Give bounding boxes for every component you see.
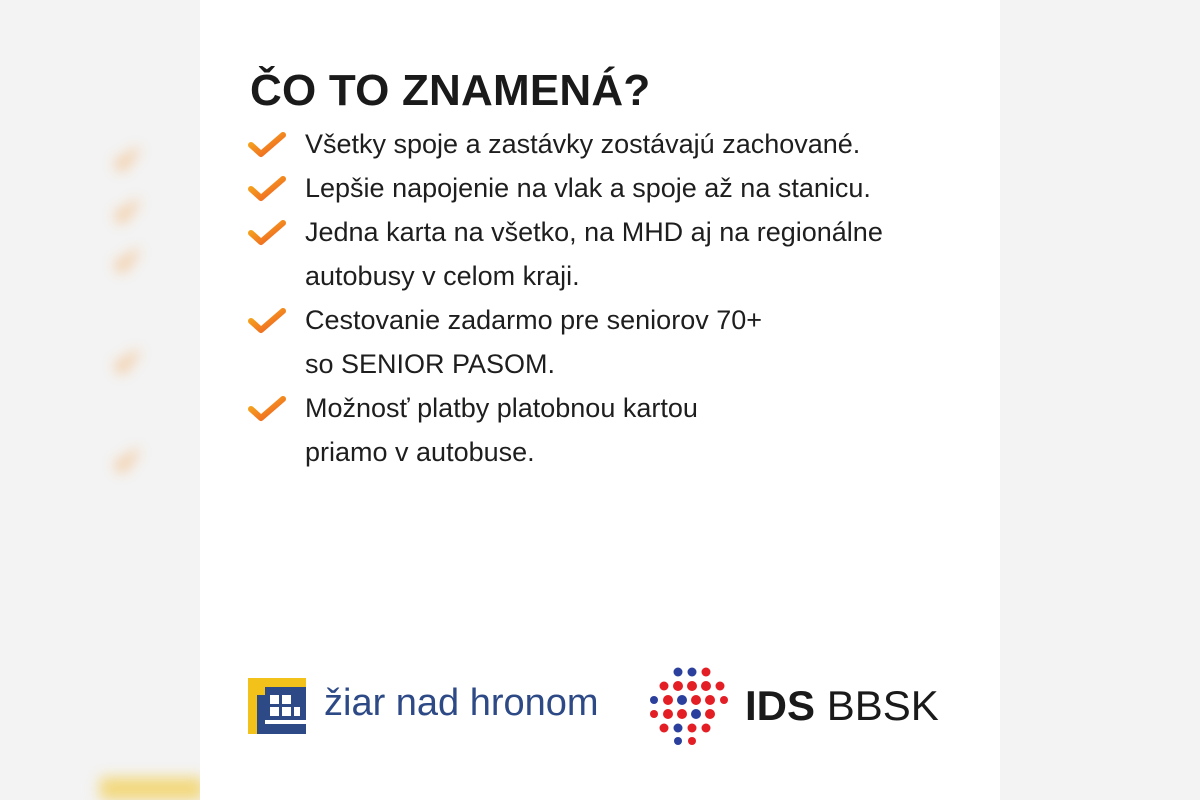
list-item-text: Lepšie napojenie na vlak a spoje až na stanicu.	[305, 173, 871, 203]
ziar-nad-hronom-logo	[248, 678, 306, 734]
list-item-text: Cestovanie zadarmo pre seniorov 70+	[305, 305, 763, 335]
background-logo-blur	[100, 777, 204, 800]
list-item-text: Možnosť platby platobnou kartou	[305, 393, 698, 423]
background-check-blur: ✔	[111, 240, 145, 285]
background-check-blur: ✔	[111, 440, 145, 485]
list-item	[248, 210, 968, 298]
checkmark-icon	[248, 307, 286, 335]
checkmark-icon	[248, 395, 286, 423]
page-title: ČO TO ZNAMENÁ?	[250, 66, 651, 115]
background-check-blur: ✔	[111, 190, 145, 235]
checkmark-icon	[248, 175, 286, 203]
list-item-text: priamo v autobuse.	[305, 437, 535, 467]
list-item	[248, 122, 968, 166]
ids-logo-strong: IDS	[745, 682, 816, 729]
ids-logo-rest: BBSK	[826, 682, 939, 729]
ids-bbsk-logo-text	[745, 682, 939, 730]
background-check-blur: ✔	[111, 341, 145, 386]
list-item-text: Všetky spoje a zastávky zostávajú zachované.	[305, 129, 861, 159]
benefit-list	[248, 122, 968, 474]
list-item-text: autobusy v celom kraji.	[305, 261, 580, 291]
logo-bar	[248, 672, 968, 752]
list-item	[248, 298, 968, 386]
ids-dots-logo	[648, 664, 732, 748]
list-item-text: Jedna karta na všetko, na MHD aj na regionálne	[305, 217, 883, 247]
ziar-logo-text: žiar nad hronom	[324, 682, 599, 724]
checkmark-icon	[248, 131, 286, 159]
checkmark-icon	[248, 219, 286, 247]
list-item	[248, 386, 968, 474]
list-item-text: so SENIOR PASOM.	[305, 349, 556, 379]
list-item	[248, 166, 968, 210]
info-card	[200, 0, 1000, 800]
background-check-blur: ✔	[111, 139, 145, 183]
